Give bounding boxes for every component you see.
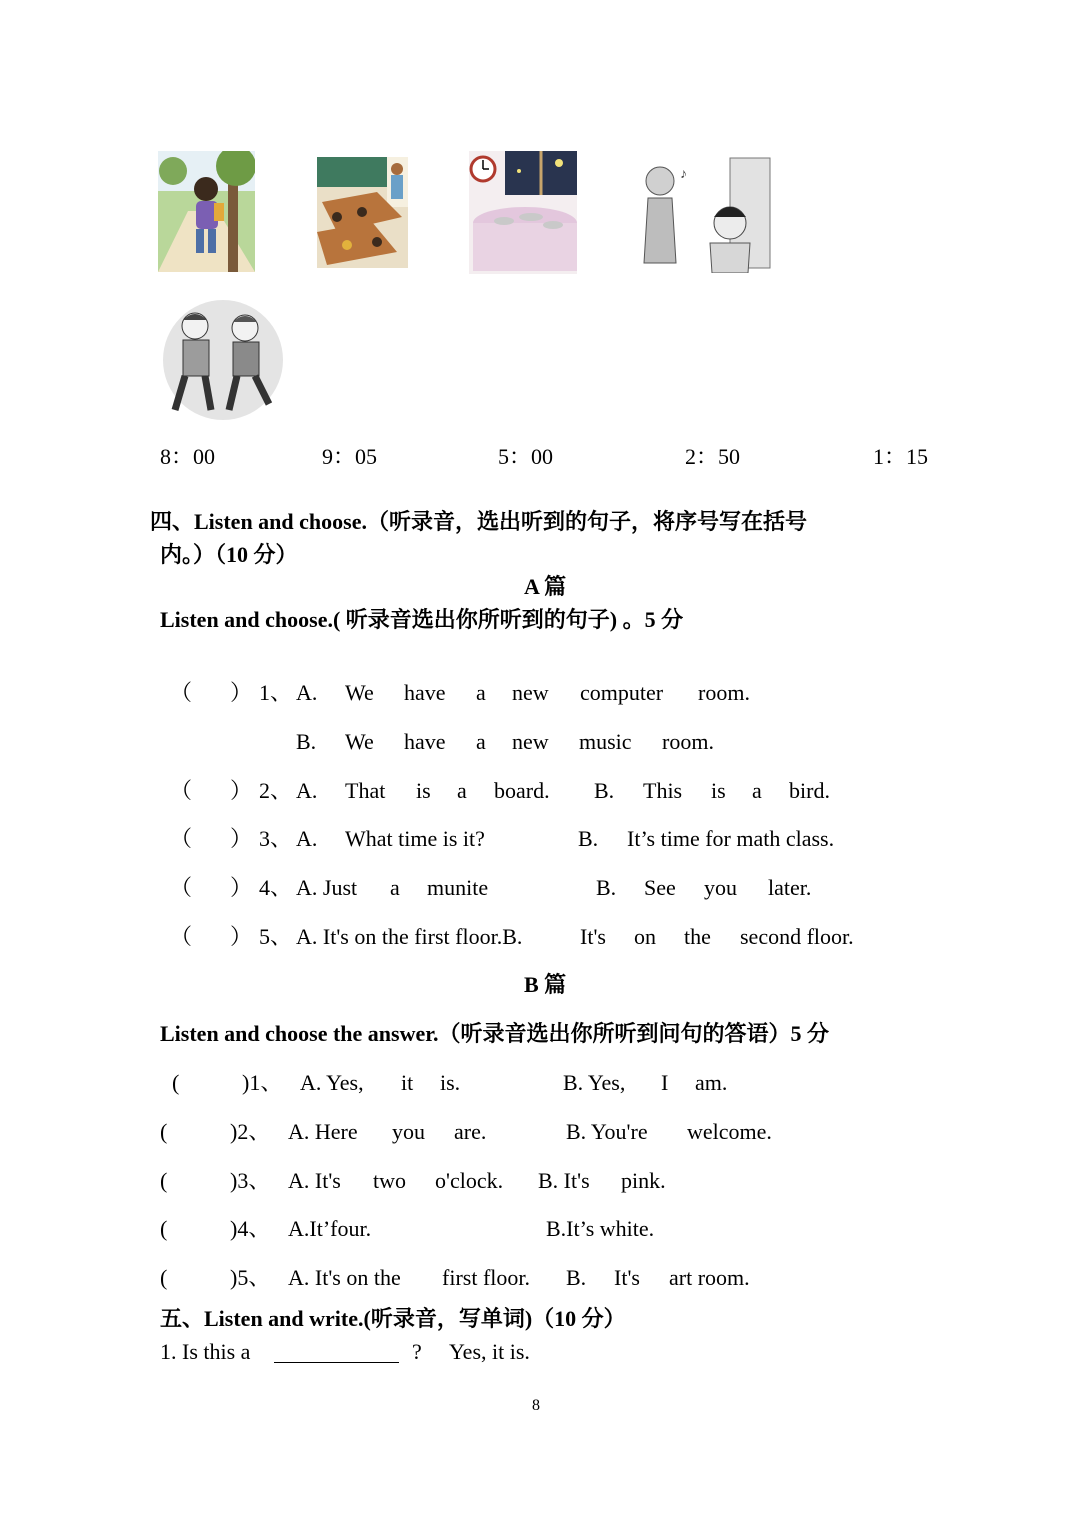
- option-a-text: What time is it?: [345, 826, 485, 851]
- word: first floor.: [442, 1265, 530, 1290]
- word: are.: [454, 1119, 487, 1144]
- option-b-label: B.: [296, 729, 317, 754]
- word: new: [512, 680, 549, 705]
- word: music: [579, 729, 632, 754]
- option-a-text: A. It's on the first floor.B.: [296, 924, 523, 949]
- answer-paren-open: （: [170, 680, 193, 705]
- answer-blank[interactable]: [274, 1340, 399, 1363]
- word: I: [661, 1070, 669, 1095]
- part-b-instruction: Listen and choose the answer.（听录音选出你所听到问句的答语）5 分: [160, 1021, 829, 1046]
- picture-girl-calling-boy: [640, 153, 773, 273]
- option-a-label: A.: [296, 778, 318, 803]
- page-number: 8: [532, 1397, 540, 1414]
- answer-paren-open: （: [170, 924, 193, 949]
- word: o'clock.: [435, 1168, 504, 1193]
- word: It's: [614, 1265, 640, 1290]
- word: room.: [698, 680, 750, 705]
- part-b-title: B 篇: [524, 972, 567, 997]
- item-number: )3、: [230, 1168, 271, 1193]
- word: We: [345, 680, 374, 705]
- question-mark: ?: [412, 1339, 422, 1364]
- word: a: [390, 875, 400, 900]
- word: new: [512, 729, 549, 754]
- option-a-label: A.: [296, 680, 318, 705]
- question-1-answer: Yes, it is.: [449, 1339, 530, 1364]
- answer-paren-open: （: [170, 875, 193, 900]
- svg-text:♪: ♪: [680, 167, 687, 182]
- option-a-text: A. It's on the: [288, 1265, 401, 1290]
- word: the: [684, 924, 711, 949]
- answer-paren-close: ）: [230, 875, 253, 900]
- answer-paren-open: (: [160, 1216, 168, 1241]
- word: am.: [695, 1070, 728, 1095]
- option-a-label: A. Just: [296, 875, 358, 900]
- picture-boy-walking-to-school: [158, 151, 255, 272]
- word: art room.: [669, 1265, 750, 1290]
- time-label: 2：50: [685, 444, 741, 469]
- word: This: [643, 778, 683, 803]
- word: room.: [662, 729, 714, 754]
- item-number: 1、: [259, 680, 293, 705]
- picture-dinner-table-night: [469, 151, 577, 274]
- word: See: [644, 875, 676, 900]
- item-number: )2、: [230, 1119, 271, 1144]
- option-b-label: B.: [578, 826, 599, 851]
- item-number: )4、: [230, 1216, 271, 1241]
- section4-heading-cont: 内。）（10 分）: [160, 542, 298, 567]
- answer-paren-open: （: [170, 778, 193, 803]
- word: We: [345, 729, 374, 754]
- word: you: [704, 875, 737, 900]
- answer-paren-close: ）: [230, 778, 253, 803]
- word: is: [711, 778, 726, 803]
- answer-paren-open: (: [160, 1265, 168, 1290]
- word: later.: [768, 875, 812, 900]
- time-label: 5：00: [498, 444, 554, 469]
- word: That: [345, 778, 386, 803]
- question-1-prefix: 1. Is this a: [160, 1339, 251, 1364]
- option-b-text: It’s time for math class.: [627, 826, 835, 851]
- word: a: [457, 778, 467, 803]
- item-number: 5、: [259, 924, 293, 949]
- answer-paren-open: （: [170, 826, 193, 851]
- word: you: [392, 1119, 425, 1144]
- word: board.: [494, 778, 550, 803]
- option-a-text: A. It's: [288, 1168, 341, 1193]
- item-number: )1、: [242, 1070, 283, 1095]
- word: second floor.: [740, 924, 854, 949]
- answer-paren-close: ）: [230, 826, 253, 851]
- word: computer: [580, 680, 664, 705]
- option-b-text: B. You're: [566, 1119, 648, 1144]
- word: a: [476, 729, 486, 754]
- word: a: [752, 778, 762, 803]
- picture-classroom: [317, 157, 408, 268]
- word: is.: [440, 1070, 461, 1095]
- option-b-text: B.: [566, 1265, 587, 1290]
- section4-heading: 四、Listen and choose.（听录音，选出听到的句子，将序号写在括号: [150, 509, 807, 534]
- item-number: 3、: [259, 826, 293, 851]
- item-number: 2、: [259, 778, 293, 803]
- option-b-text: B. Yes,: [563, 1070, 626, 1095]
- option-b-label: B.: [596, 875, 617, 900]
- answer-paren-open: (: [172, 1070, 180, 1095]
- item-number: )5、: [230, 1265, 271, 1290]
- answer-paren-open: (: [160, 1168, 168, 1193]
- part-a-title: A 篇: [524, 574, 567, 599]
- answer-paren-close: ）: [230, 680, 253, 705]
- word: pink.: [621, 1168, 666, 1193]
- section5-heading: 五、Listen and write.(听录音，写单词)（10 分）: [160, 1306, 626, 1331]
- option-a-label: A.: [296, 826, 318, 851]
- answer-paren-open: (: [160, 1119, 168, 1144]
- picture-two-boys-running: [157, 298, 289, 424]
- word: have: [404, 680, 446, 705]
- word: a: [476, 680, 486, 705]
- word: is: [416, 778, 431, 803]
- part-a-instruction: Listen and choose.( 听录音选出你所听到的句子) 。5 分: [160, 607, 684, 632]
- option-b-text: B.It’s white.: [546, 1216, 655, 1241]
- time-label: 1：15: [873, 444, 929, 469]
- time-label: 8：00: [160, 444, 216, 469]
- word: it: [401, 1070, 414, 1095]
- option-a-text: A. Here: [288, 1119, 358, 1144]
- word: two: [373, 1168, 406, 1193]
- word: have: [404, 729, 446, 754]
- answer-paren-close: ）: [230, 924, 253, 949]
- option-a-text: A. Yes,: [300, 1070, 364, 1095]
- item-number: 4、: [259, 875, 293, 900]
- word: on: [634, 924, 656, 949]
- option-b-label: B.: [594, 778, 615, 803]
- word: welcome.: [687, 1119, 772, 1144]
- option-b-text: B. It's: [538, 1168, 590, 1193]
- option-a-text: A.It’four.: [288, 1216, 372, 1241]
- word: It's: [580, 924, 606, 949]
- word: munite: [427, 875, 489, 900]
- word: bird.: [789, 778, 830, 803]
- time-label: 9：05: [322, 444, 378, 469]
